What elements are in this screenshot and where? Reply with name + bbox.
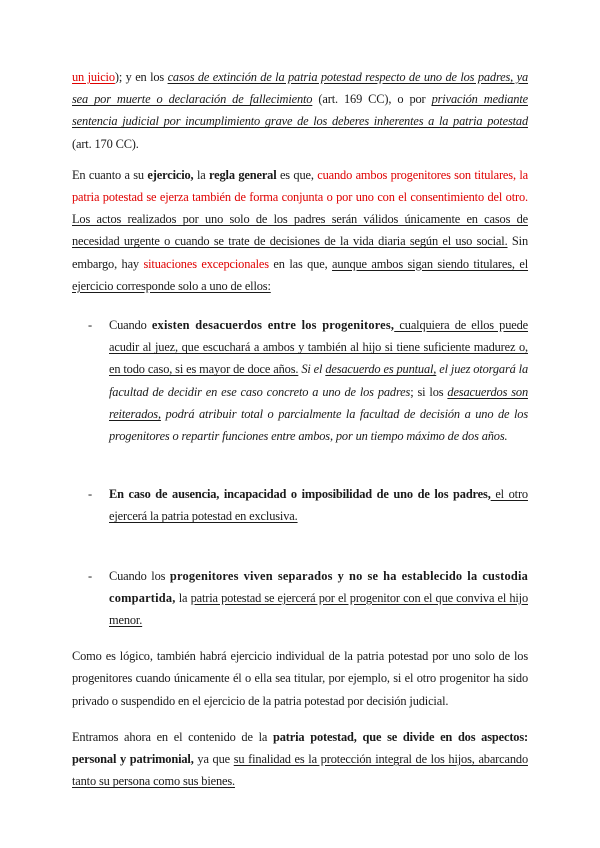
text: Cuando los [109,568,170,583]
text: ; si los [410,384,448,399]
list-dash: - [88,568,92,583]
text: ); y en los [114,70,168,84]
text: ya que [193,752,234,767]
text-underlined: patria potestad se ejercerá por el progenitor con el que conviva el hijo menor. [109,590,528,628]
text-underlined: su finalidad es la protección integral de los hijos, abarcando tanto su persona como sus bienes. [72,752,528,789]
text: es que, [276,167,318,182]
text-bold: En caso de ausencia, incapacidad o imposibilidad de uno de los padres, [109,487,491,502]
list-item [72,565,528,632]
list-dash: - [88,487,92,502]
text-italic: Si el [298,362,326,377]
text-italic-underlined: casos de extinción de la patria potestad respecto de uno de los padres, ya sea por muerte o declaración de fallecimiento [72,70,529,107]
text: (art. 169 CC), o por [312,92,432,107]
text-italic-underlined: desacuerdos son reiterados, [109,384,528,421]
text-bold: patria potestad, que se divide en dos aspectos: personal y patrimonial, [72,729,528,767]
text-bold: progenitores viven separados y no se ha establecido la custodia compartida, [109,568,528,605]
text: En cuanto a su [72,167,148,182]
text: la [175,590,191,605]
text-underlined: el otro ejercerá la patria potestad en exclusiva. [109,487,528,524]
text-italic-underlined: privación mediante sentencia judicial por incumplimiento grave de los deberes inherentes a la patria potestad [72,92,528,129]
text-underlined: aunque ambos sigan siendo titulares, el ejercicio corresponde solo a uno de ellos: [72,256,529,293]
text-underlined: cualquiera de ellos puede acudir al juez, que escuchará a ambos y también al hijo si tiene suficiente madurez o, en todo caso, si es mayor de doce años. [109,318,529,377]
list-dash: - [88,318,92,333]
list-item [72,314,528,447]
text-red-underlined: un juicio [72,70,115,84]
paragraph-individual-exercise [72,645,528,712]
text-italic-underlined: desacuerdo es puntual, [325,362,437,377]
list-item [72,483,528,527]
text-italic: el juez otorgará la facultad de decidir en ese caso concreto a uno de los padres [109,362,529,399]
exceptions-list [72,314,528,631]
text: la [193,167,210,182]
text-italic: podrá atribuir total o parcialmente la facultad de decisión a uno de los progenitores o repartir funciones entre ambos, por un tiempo máximo de dos años. [109,406,528,444]
text: Sin embargo, hay [72,234,528,271]
paragraph-ejercicio [72,164,528,297]
text-red: cuando ambos progenitores son titulares, la patria potestad se ejerza también de forma conjunta o por uno con el consentimiento del otro. [72,167,528,205]
text: Cuando [109,318,152,333]
document-page [72,66,528,792]
text-red: situaciones excepcionales [143,256,269,271]
text: Como es lógico, también habrá ejercicio individual de la patria potestad por uno solo de los progenitores cuando únicamente él o ella sea titular, por ejemplo, si el otro progenitor ha sido privado o suspendido en el ejercicio de la patria potestad por decisión judicial. [72,649,528,708]
text-bold: ejercicio, [147,167,194,182]
paragraph-contenido [72,726,528,793]
text: en las que, [268,256,333,271]
text: Entramos ahora en el contenido de la [72,729,273,744]
text-underlined: Los actos realizados por uno solo de los padres serán válidos únicamente en casos de necesidad urgente o cuando se trate de decisiones de la vida diaria según el uso social. [72,212,528,249]
text-bold: regla general [209,167,277,182]
text-bold: existen desacuerdos entre los progenitores, [151,318,395,333]
paragraph-extinction [72,66,528,155]
text: (art. 170 CC). [72,136,139,151]
